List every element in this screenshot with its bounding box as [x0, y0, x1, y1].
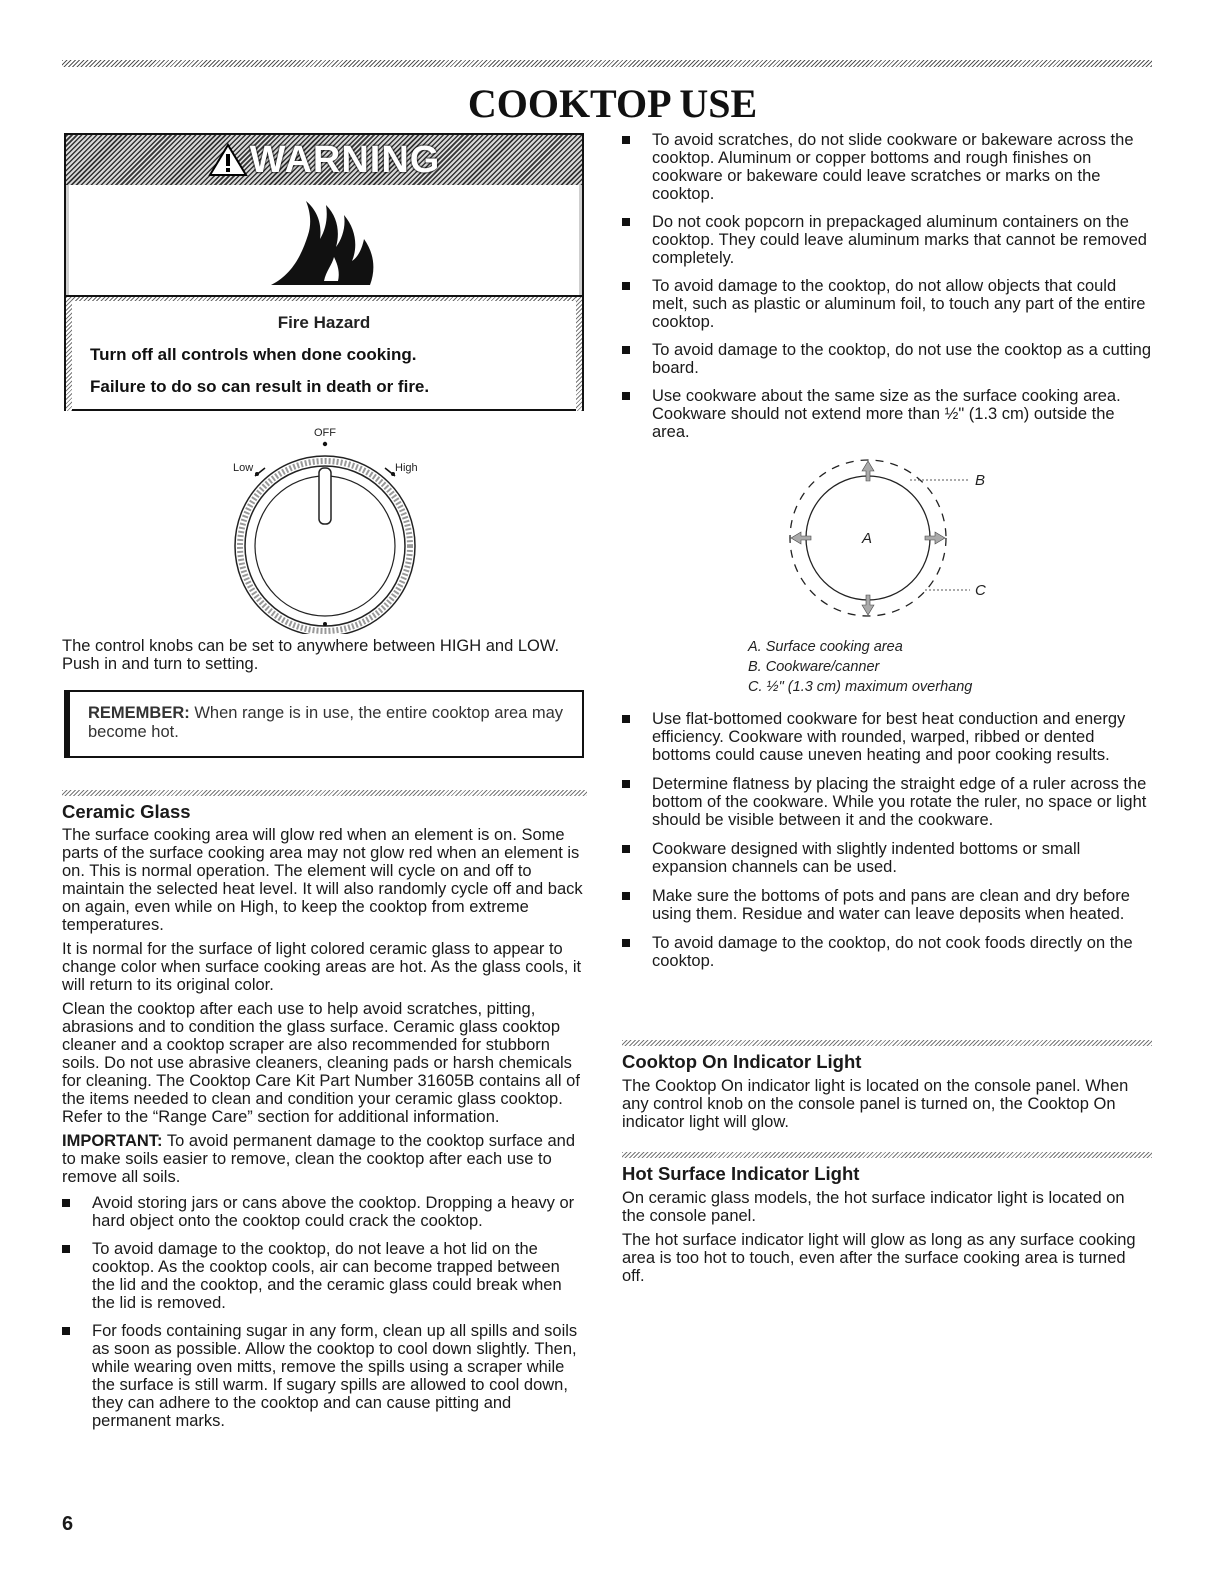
important-text: To avoid permanent damage to the cooktop surface and to make soils easier to remove, clean the cooktop after each use to remove all soils. — [62, 1132, 575, 1186]
warning-line-2: Failure to do so can result in death or fire. — [90, 377, 430, 396]
knob-off-dot — [323, 442, 327, 446]
right-mid-bullets — [622, 710, 1152, 981]
knob-pointer — [319, 468, 331, 524]
diagram-label-b: B — [975, 472, 986, 489]
cookware-overhang-diagram — [770, 455, 1010, 630]
knob-low-label: Low — [233, 462, 254, 474]
ceramic-p1: The surface cooking area will glow red when an element is on. Some parts of the surface cooking area may not glow red when an element is on. This is normal operation. The element will cycle on and off to maintain the selected heat level. It will also randomly cycle off and back on again, even while on High, to keep the cooktop from extreme temperatures. — [62, 826, 583, 934]
knob-low-dot — [255, 472, 259, 476]
right-top-bullets — [622, 131, 1152, 451]
control-knob-diagram — [225, 424, 435, 634]
ceramic-glass-section — [62, 826, 587, 1440]
warning-line-1: Turn off all controls when done cooking. — [90, 345, 417, 364]
ceramic-p2: It is normal for the surface of light colored ceramic glass to appear to change color when surface cooking areas are hot. As the glass cools, it will return to its original color. — [62, 940, 582, 994]
hot-surface-p1: On ceramic glass models, the hot surface indicator light is located on the console panel. — [622, 1189, 1125, 1225]
heading-hot-surface: Hot Surface Indicator Light — [622, 1163, 860, 1184]
important-label: IMPORTANT: — [62, 1132, 163, 1150]
page-title: COOKTOP USE — [467, 81, 758, 126]
top-hatched-rule — [62, 60, 1152, 67]
arrow-down-icon — [862, 595, 874, 615]
section-rule-hot-surface — [622, 1152, 1152, 1158]
section-rule-cooktop-on — [622, 1040, 1152, 1046]
diagram-label-c: C — [975, 582, 986, 599]
knob-high-dot — [391, 472, 395, 476]
cooktop-on-section — [622, 1077, 1152, 1131]
list-item: For foods containing sugar in any form, clean up all spills and soils as soon as possible. Allow the cooktop to cool down slightly. Then, while wearing oven mitts, remove the spills using a scraper while the surface is still warm. If sugary spills are allowed to cool down, they can adhere to the cooktop and can cause pitting and permanent marks. — [62, 1322, 587, 1430]
page-number: 6 — [62, 1513, 74, 1535]
ceramic-p3: Clean the cooktop after each use to help avoid scratches, pitting, abrasions and to condition the glass surface. Ceramic glass cooktop cleaner and a cooktop scraper are also recommended for stubborn soils. Do not use abrasive cleaners, cleaning pads or harsh chemicals for cleaning. The Cooktop Care Kit Part Number 31605B contains all of the items needed to clean and condition your ceramic glass cooktop. Refer to the “Range Care” section for additional information. — [62, 1000, 580, 1126]
knob-high-label: High — [395, 462, 418, 474]
list-item: Avoid storing jars or cans above the cooktop. Dropping a heavy or hard object onto the cooktop could crack the cooktop. — [62, 1194, 587, 1230]
fire-hazard-icon — [266, 195, 386, 291]
arrow-left-icon — [791, 532, 811, 544]
arrow-up-icon — [862, 461, 874, 481]
list-item: To avoid damage to the cooktop, do not cook foods directly on the cooktop. — [622, 934, 1152, 970]
list-item: Use cookware about the same size as the surface cooking area. Cookware should not extend more than ½" (1.3 cm) outside the area. — [622, 387, 1152, 441]
knob-description: The control knobs can be set to anywhere between HIGH and LOW. Push in and turn to setting. — [62, 637, 560, 673]
hot-surface-section — [622, 1189, 1152, 1291]
diagram-captions — [748, 637, 972, 697]
diagram-label-a: A — [862, 530, 873, 547]
cooktop-on-p1: The Cooktop On indicator light is located on the console panel. When any control knob on the console panel is turned on, the Cooktop On indicator light will glow. — [622, 1077, 1129, 1131]
warning-triangle-icon — [208, 143, 248, 177]
warning-box — [64, 133, 584, 411]
flatness-bullet-list — [622, 710, 1152, 970]
list-item: To avoid damage to the cooktop, do not leave a hot lid on the cooktop. As the cooktop cools, air can become trapped between the lid and the cooktop, and the ceramic glass could break when the lid is removed. — [62, 1240, 587, 1312]
knob-bottom-dot — [323, 622, 327, 626]
list-item: Use flat-bottomed cookware for best heat conduction and energy efficiency. Cookware with rounded, warped, ribbed or dented bottoms could cause uneven heating and poor cooking results. — [622, 710, 1152, 764]
remember-text: When range is in use, the entire cooktop area may become hot. — [88, 704, 564, 741]
caption-a: A. Surface cooking area — [748, 639, 903, 655]
list-item: Make sure the bottoms of pots and pans are clean and dry before using them. Residue and water can leave deposits when heated. — [622, 887, 1152, 923]
knob-off-label: OFF — [314, 427, 336, 439]
warning-icon-area — [66, 185, 582, 297]
remember-label: REMEMBER: — [88, 704, 190, 722]
remember-box — [64, 690, 584, 758]
warning-header — [66, 135, 582, 185]
list-item: To avoid damage to the cooktop, do not use the cooktop as a cutting board. — [622, 341, 1152, 377]
warning-body — [66, 297, 582, 411]
arrow-right-icon — [925, 532, 945, 544]
warning-hazard-title: Fire Hazard — [277, 313, 371, 332]
caption-c: C. ½" (1.3 cm) maximum overhang — [748, 679, 973, 695]
ceramic-bullet-list — [62, 1194, 587, 1430]
heading-ceramic-glass: Ceramic Glass — [62, 801, 191, 822]
ceramic-important — [62, 1132, 587, 1186]
section-rule-ceramic — [62, 790, 587, 796]
list-item: Do not cook popcorn in prepackaged aluminum containers on the cooktop. They could leave aluminum marks that cannot be removed completely. — [622, 213, 1152, 267]
hot-surface-p2: The hot surface indicator light will glow as long as any surface cooking area is too hot to touch, even after the surface cooking area is turned off. — [622, 1231, 1136, 1285]
list-item: To avoid damage to the cooktop, do not allow objects that could melt, such as plastic or aluminum foil, to touch any part of the entire cooktop. — [622, 277, 1152, 331]
list-item: To avoid scratches, do not slide cookware or bakeware across the cooktop. Aluminum or copper bottoms and rough finishes on cookware or bakeware could leave scratches or marks on the cooktop. — [622, 131, 1152, 203]
list-item: Cookware designed with slightly indented bottoms or small expansion channels can be used. — [622, 840, 1152, 876]
cookware-bullet-list — [622, 131, 1152, 441]
caption-b: B. Cookware/canner — [748, 659, 880, 675]
heading-cooktop-on: Cooktop On Indicator Light — [622, 1051, 862, 1072]
warning-label: WARNING — [249, 138, 441, 181]
list-item: Determine flatness by placing the straight edge of a ruler across the bottom of the cookware. While you rotate the ruler, no space or light should be visible between it and the cookware. — [622, 775, 1152, 829]
